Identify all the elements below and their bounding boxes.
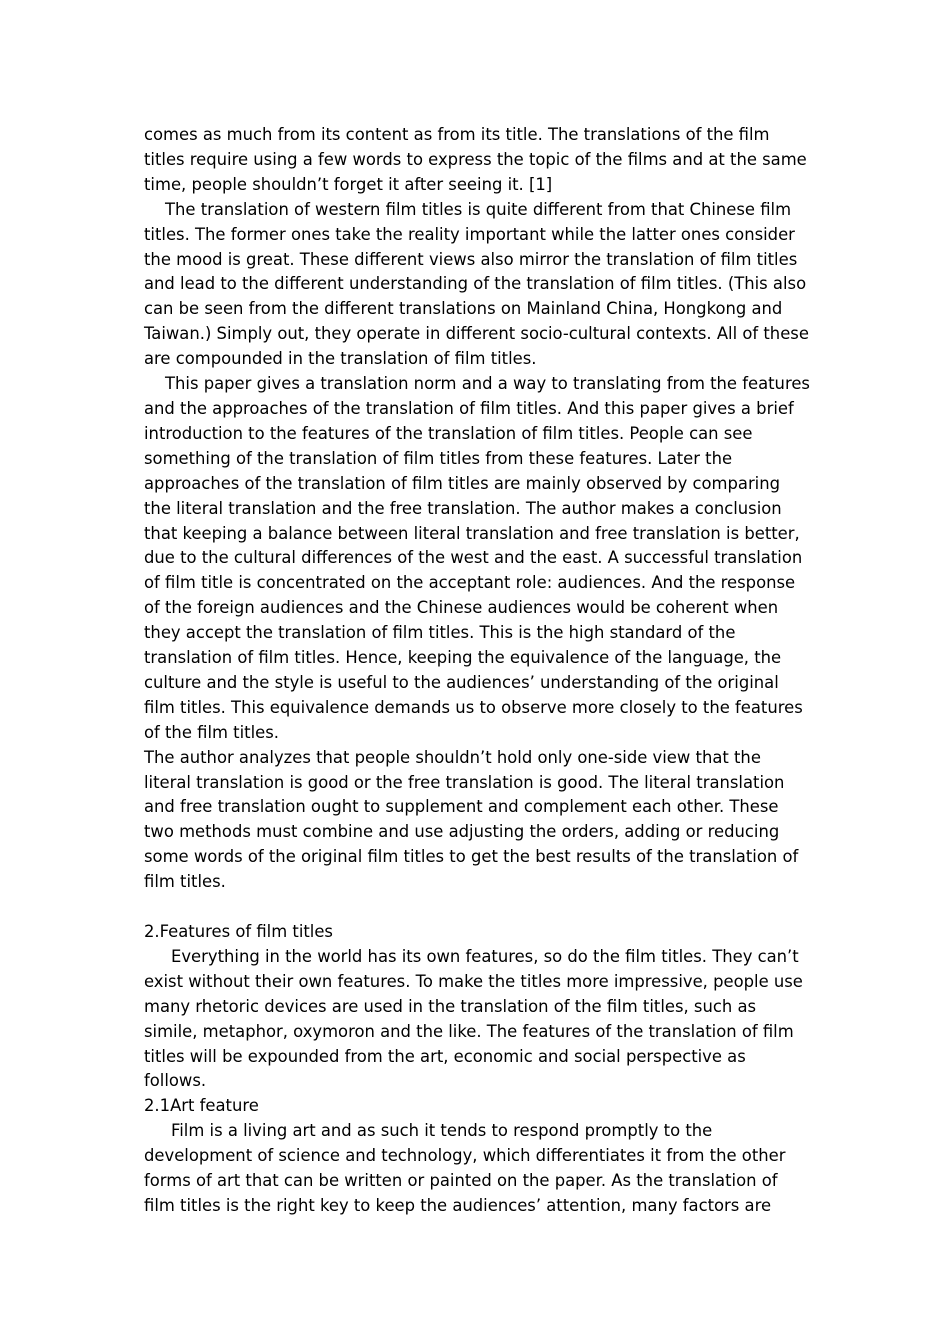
document-page (144, 123, 810, 1219)
paragraph-spacer (144, 895, 810, 920)
intro-paragraph-3: This paper gives a translation norm and a way to translating from the features and the approaches of the translation of film titles. And this paper gives a brief introduction to the features of the translation of film titles. People can see something of the translation of film titles from these features. Later the approaches of the translation of film titles are mainly observed by comparing the literal translation and the free translation. The author makes a conclusion that keeping a balance between literal translation and free translation is better, due to the cultural differences of the west and the east. A successful translation of film title is concentrated on the acceptant role: audiences. And the response of the foreign audiences and the Chinese audiences would be coherent when they accept the translation of film titles. This is the high standard of the translation of film titles. Hence, keeping the equivalence of the language, the culture and the style is useful to the audiences’ understanding of the original film titles. This equivalence demands us to observe more closely to the features of the film titles. (144, 374, 810, 742)
intro-paragraph-1: comes as much from its content as from its title. The translations of the film titles require using a few words to express the topic of the films and at the same time, people shouldn’t forget it after seeing it. [1] (144, 125, 807, 194)
section-2-1-heading: 2.1Art feature (144, 1096, 259, 1116)
intro-paragraph-4: The author analyzes that people shouldn’t hold only one-side view that the literal translation is good or the free translation is good. The literal translation and free translation ought to supplement and complement each other. These two methods must combine and use adjusting the orders, adding or reducing some words of the original film titles to get the best results of the translation of film titles. (144, 747, 799, 892)
section-2-paragraph: Everything in the world has its own features, so do the film titles. They can’t exist without their own features. To make the titles more impressive, people use many rhetoric devices are used in the translation of the film titles, such as simile, metaphor, oxymoron and the like. The features of the translation of film titles will be expounded from the art, economic and social perspective as follows. (144, 946, 803, 1091)
section-2-heading: 2.Features of film titles (144, 921, 333, 941)
intro-paragraph-2: The translation of western film titles is quite different from that Chinese film titles. The former ones take the reality important while the latter ones consider the mood is great. These different views also mirror the translation of film titles and lead to the different understanding of the translation of film titles. (This also can be seen from the different translations on Mainland China, Hongkong and Taiwan.) Simply out, they operate in different socio-cultural contexts. All of these are compounded in the translation of film titles. (144, 199, 809, 369)
section-2-1-paragraph: Film is a living art and as such it tends to respond promptly to the development of science and technology, which differentiates it from the other forms of art that can be written or painted on the paper. As the translation of film titles is the right key to keep the audiences’ attention, many factors are (144, 1121, 786, 1215)
